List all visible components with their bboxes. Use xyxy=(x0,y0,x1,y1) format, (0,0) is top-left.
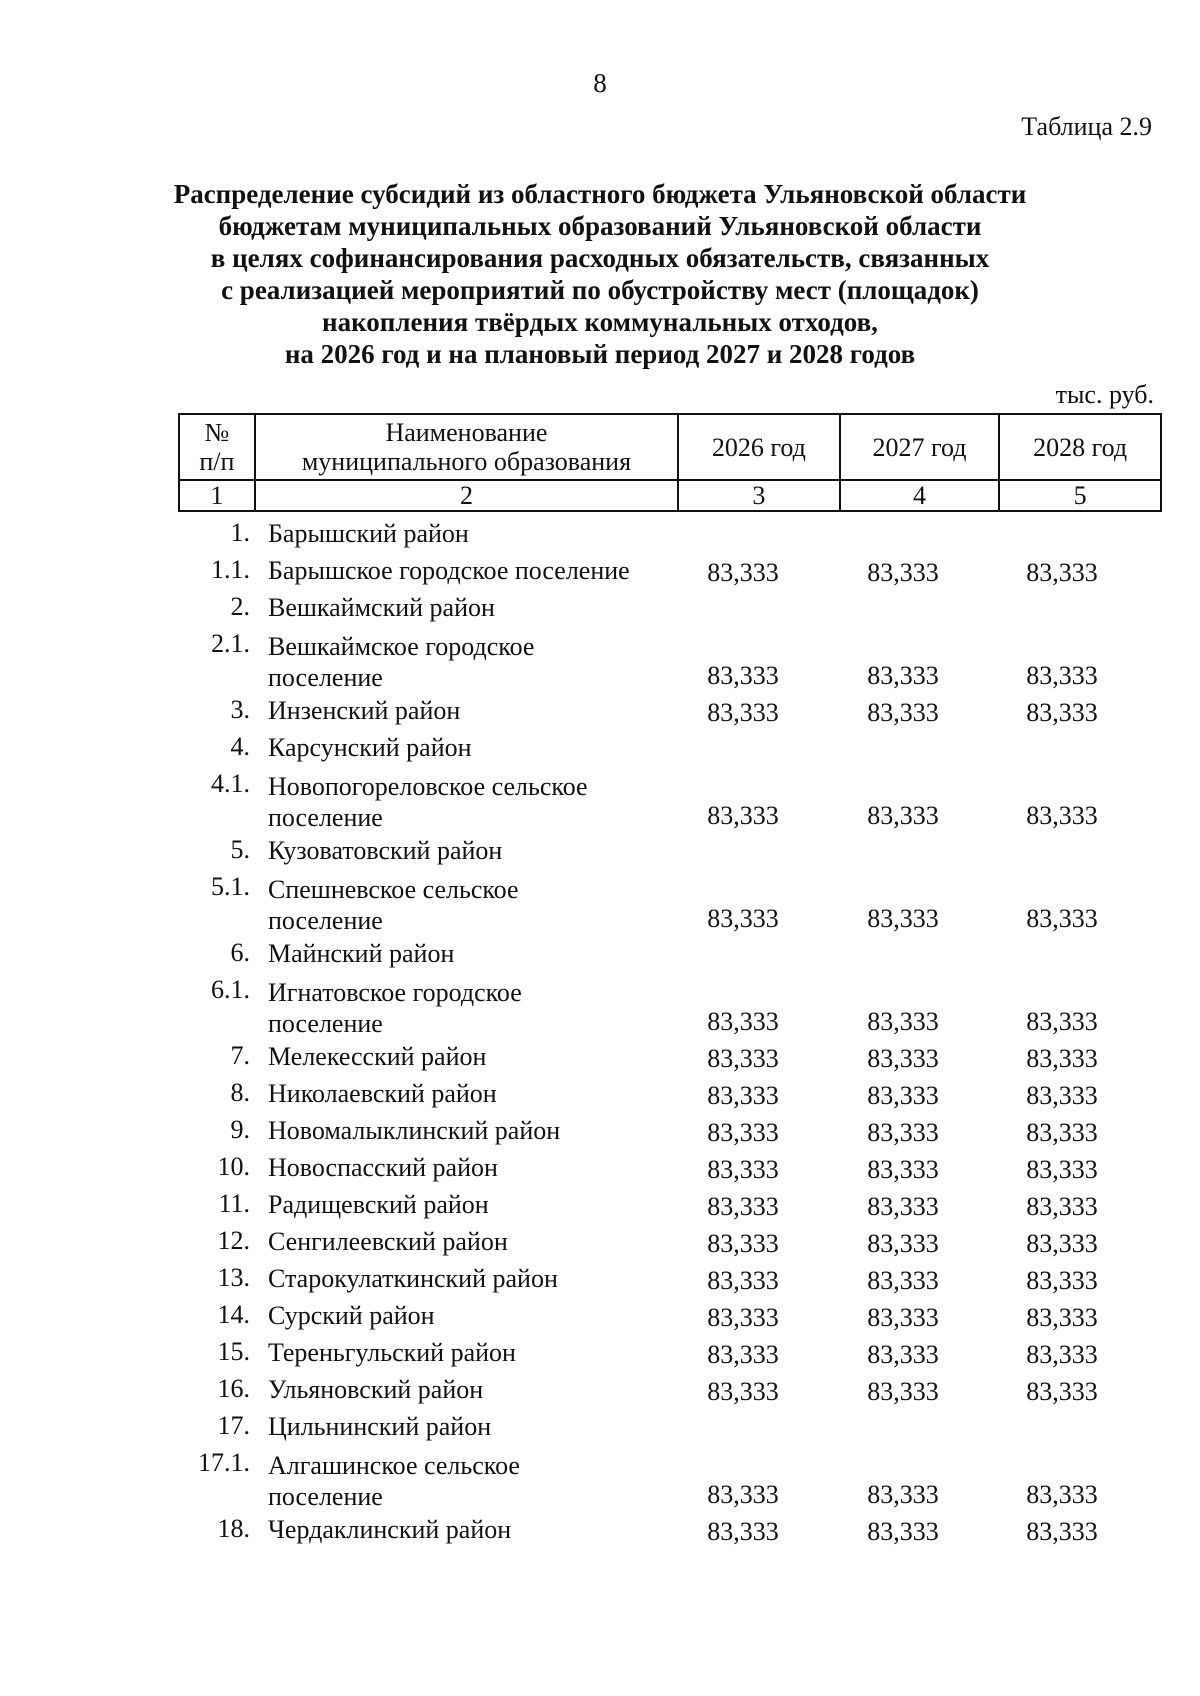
municipality-name xyxy=(250,1450,663,1512)
value-2026 xyxy=(663,868,823,870)
municipality-name-line: Николаевский район xyxy=(268,1079,497,1108)
municipality-name xyxy=(250,1224,663,1263)
municipality-name-line: Старокулаткинский район xyxy=(268,1264,558,1293)
municipality-name xyxy=(250,553,663,592)
table-header xyxy=(178,413,1162,512)
value-2026: 83,333 xyxy=(707,1007,779,1036)
value-2028 xyxy=(983,625,1141,627)
value-2027 xyxy=(823,971,983,973)
value-2028: 83,333 xyxy=(1026,1303,1098,1332)
value-2027 xyxy=(823,765,983,767)
row-number: 2.1. xyxy=(211,629,250,658)
value-2026 xyxy=(663,765,823,767)
table-row xyxy=(178,1409,1162,1446)
municipality-name xyxy=(250,516,663,555)
value-2028: 83,333 xyxy=(1026,904,1098,933)
value-2027: 83,333 xyxy=(867,1081,939,1110)
title-line: бюджетам муниципальных образований Ульяновской области xyxy=(218,211,982,241)
value-2027: 83,333 xyxy=(867,904,939,933)
header-name: Наименование муниципального образования xyxy=(255,414,678,480)
value-2028: 83,333 xyxy=(1026,801,1098,830)
value-2026: 83,333 xyxy=(707,1517,779,1546)
row-number: 10. xyxy=(217,1152,250,1181)
table-row xyxy=(178,1261,1162,1298)
row-number: 4.1. xyxy=(211,769,250,798)
municipality-name-line: Тереньгульский район xyxy=(268,1338,516,1367)
row-number: 17.1. xyxy=(198,1448,250,1477)
municipality-name-line: поселение xyxy=(268,803,383,832)
municipality-name-line: Майнский район xyxy=(268,939,455,968)
municipality-name-line: Вешкаймское городское xyxy=(268,632,535,661)
value-2027 xyxy=(823,551,983,553)
table-row xyxy=(178,936,1162,973)
municipality-name-line: Кузоватовский район xyxy=(268,836,503,865)
header-num: № п/п xyxy=(179,414,255,480)
row-number: 17. xyxy=(217,1411,250,1440)
value-2026: 83,333 xyxy=(707,1192,779,1221)
row-number: 4. xyxy=(230,732,250,761)
municipality-name-line: Сурский район xyxy=(268,1301,435,1330)
table-row xyxy=(178,1039,1162,1076)
row-number: 3. xyxy=(230,695,250,724)
title-line: на 2026 год и на плановый период 2027 и 2028 годов xyxy=(284,339,916,369)
value-2028 xyxy=(983,971,1141,973)
value-2028: 83,333 xyxy=(1026,1517,1098,1546)
municipality-name xyxy=(250,977,663,1039)
column-index: 5 xyxy=(999,480,1161,511)
value-2026: 83,333 xyxy=(707,558,779,587)
municipality-name xyxy=(250,1261,663,1300)
row-number: 5.1. xyxy=(211,872,250,901)
value-2028 xyxy=(983,868,1141,870)
row-number: 11. xyxy=(218,1189,250,1218)
title-line: в целях софинансирования расходных обязательств, связанных xyxy=(210,243,990,273)
municipality-name-line: Игнатовское городское xyxy=(268,978,522,1007)
value-2027 xyxy=(823,625,983,627)
municipality-name xyxy=(250,730,663,769)
value-2027: 83,333 xyxy=(867,801,939,830)
value-2027: 83,333 xyxy=(867,1192,939,1221)
title-line: накопления твёрдых коммунальных отходов, xyxy=(322,307,878,337)
municipality-name xyxy=(250,1335,663,1374)
municipality-name-line: Алгашинское сельское xyxy=(268,1451,520,1480)
municipality-name-line: Радищевский район xyxy=(268,1190,489,1219)
value-2026 xyxy=(663,551,823,553)
table-label: Таблица 2.9 xyxy=(1021,112,1152,141)
header-2026: 2026 год xyxy=(678,414,840,480)
table-row xyxy=(178,1113,1162,1150)
value-2028 xyxy=(983,1444,1141,1446)
column-index: 2 xyxy=(255,480,678,511)
table-row xyxy=(178,833,1162,870)
title-line: с реализацией мероприятий по обустройству мест (площадок) xyxy=(221,275,979,305)
value-2027: 83,333 xyxy=(867,1044,939,1073)
municipality-name xyxy=(250,1113,663,1152)
table-row xyxy=(178,693,1162,730)
value-2027 xyxy=(823,1444,983,1446)
municipality-name xyxy=(250,1372,663,1411)
value-2027: 83,333 xyxy=(867,1229,939,1258)
value-2026: 83,333 xyxy=(707,1266,779,1295)
municipality-name xyxy=(250,693,663,732)
municipality-name-line: Карсунский район xyxy=(268,733,472,762)
municipality-name xyxy=(250,631,663,693)
municipality-name-line: Спешневское сельское xyxy=(268,875,519,904)
value-2028: 83,333 xyxy=(1026,1340,1098,1369)
value-2026 xyxy=(663,1444,823,1446)
value-2027: 83,333 xyxy=(867,1480,939,1509)
municipality-name xyxy=(250,1076,663,1115)
table-row xyxy=(178,1187,1162,1224)
municipality-name-line: Новопогореловское сельское xyxy=(268,772,588,801)
row-number: 9. xyxy=(230,1115,250,1144)
value-2026: 83,333 xyxy=(707,1303,779,1332)
value-2027: 83,333 xyxy=(867,1303,939,1332)
table-row xyxy=(178,1224,1162,1261)
table-row xyxy=(178,1446,1162,1512)
value-2026: 83,333 xyxy=(707,1340,779,1369)
municipality-name xyxy=(250,771,663,833)
value-2028: 83,333 xyxy=(1026,1007,1098,1036)
value-2027: 83,333 xyxy=(867,1517,939,1546)
value-2027: 83,333 xyxy=(867,558,939,587)
value-2028: 83,333 xyxy=(1026,1229,1098,1258)
value-2028: 83,333 xyxy=(1026,1118,1098,1147)
row-number: 13. xyxy=(217,1263,250,1292)
municipality-name-line: Барышское городское поселение xyxy=(268,556,630,585)
row-number: 14. xyxy=(217,1300,250,1329)
table-row xyxy=(178,870,1162,936)
value-2028: 83,333 xyxy=(1026,661,1098,690)
column-index: 1 xyxy=(179,480,255,511)
municipality-name-line: Цильнинский район xyxy=(268,1412,492,1441)
table-row xyxy=(178,1076,1162,1113)
municipality-name-line: Сенгилеевский район xyxy=(268,1227,508,1256)
row-number: 1. xyxy=(230,518,250,547)
municipality-name-line: Чердаклинский район xyxy=(268,1515,512,1544)
municipality-name xyxy=(250,936,663,975)
municipality-name-line: Новомалыклинский район xyxy=(268,1116,561,1145)
table-row xyxy=(178,553,1162,590)
value-2028: 83,333 xyxy=(1026,698,1098,727)
municipality-name-line: Ульяновский район xyxy=(268,1375,484,1404)
row-number: 12. xyxy=(217,1226,250,1255)
municipality-name xyxy=(250,874,663,936)
municipality-name xyxy=(250,833,663,872)
value-2027: 83,333 xyxy=(867,1266,939,1295)
table-row xyxy=(178,627,1162,693)
table-body xyxy=(178,516,1162,1549)
value-2026: 83,333 xyxy=(707,1081,779,1110)
row-number: 15. xyxy=(217,1337,250,1366)
value-2026 xyxy=(663,625,823,627)
value-2027: 83,333 xyxy=(867,661,939,690)
table-row xyxy=(178,730,1162,767)
row-number: 6. xyxy=(230,938,250,967)
value-2026: 83,333 xyxy=(707,904,779,933)
title-line: Распределение субсидий из областного бюджета Ульяновской области xyxy=(173,179,1027,209)
header-2027: 2027 год xyxy=(840,414,1000,480)
table-row xyxy=(178,973,1162,1039)
municipality-name xyxy=(250,1187,663,1226)
value-2026: 83,333 xyxy=(707,1377,779,1406)
municipality-name xyxy=(250,590,663,629)
row-number: 16. xyxy=(217,1374,250,1403)
municipality-name-line: поселение xyxy=(268,1482,383,1511)
table-row xyxy=(178,1298,1162,1335)
value-2028: 83,333 xyxy=(1026,1266,1098,1295)
row-number: 7. xyxy=(230,1041,250,1070)
value-2027: 83,333 xyxy=(867,1155,939,1184)
value-2028: 83,333 xyxy=(1026,1480,1098,1509)
row-number: 8. xyxy=(230,1078,250,1107)
value-2028 xyxy=(983,551,1141,553)
municipality-name-line: поселение xyxy=(268,663,383,692)
table-title xyxy=(140,178,1060,370)
value-2027: 83,333 xyxy=(867,1377,939,1406)
municipality-name-line: поселение xyxy=(268,1009,383,1038)
municipality-name-line: Мелекесский район xyxy=(268,1042,487,1071)
value-2026: 83,333 xyxy=(707,698,779,727)
column-index: 3 xyxy=(678,480,840,511)
municipality-name xyxy=(250,1298,663,1337)
municipality-name-line: Инзенский район xyxy=(268,696,461,725)
value-2026: 83,333 xyxy=(707,1118,779,1147)
value-2027: 83,333 xyxy=(867,1007,939,1036)
page-number: 8 xyxy=(593,68,607,98)
value-2026: 83,333 xyxy=(707,1480,779,1509)
municipality-name-line: Барышский район xyxy=(268,519,469,548)
row-number: 5. xyxy=(230,835,250,864)
table-row xyxy=(178,1335,1162,1372)
value-2026: 83,333 xyxy=(707,661,779,690)
row-number: 6.1. xyxy=(211,975,250,1004)
value-2026: 83,333 xyxy=(707,801,779,830)
units-label: тыс. руб. xyxy=(1055,380,1154,409)
value-2028: 83,333 xyxy=(1026,558,1098,587)
municipality-name xyxy=(250,1039,663,1078)
value-2027: 83,333 xyxy=(867,1118,939,1147)
value-2028: 83,333 xyxy=(1026,1044,1098,1073)
value-2028: 83,333 xyxy=(1026,1192,1098,1221)
municipality-name xyxy=(250,1512,663,1551)
table-row xyxy=(178,590,1162,627)
value-2028: 83,333 xyxy=(1026,1155,1098,1184)
table-row xyxy=(178,1150,1162,1187)
value-2027 xyxy=(823,868,983,870)
value-2026: 83,333 xyxy=(707,1044,779,1073)
row-number: 1.1. xyxy=(211,555,250,584)
value-2026: 83,333 xyxy=(707,1229,779,1258)
value-2028: 83,333 xyxy=(1026,1377,1098,1406)
value-2028: 83,333 xyxy=(1026,1081,1098,1110)
municipality-name xyxy=(250,1409,663,1448)
table-row xyxy=(178,1512,1162,1549)
municipality-name-line: Вешкаймский район xyxy=(268,593,495,622)
table-row xyxy=(178,1372,1162,1409)
municipality-name-line: поселение xyxy=(268,906,383,935)
municipality-name-line: Новоспасский район xyxy=(268,1153,498,1182)
value-2026 xyxy=(663,971,823,973)
row-number: 18. xyxy=(217,1514,250,1543)
row-number: 2. xyxy=(230,592,250,621)
value-2028 xyxy=(983,765,1141,767)
municipality-name xyxy=(250,1150,663,1189)
table-row xyxy=(178,516,1162,553)
value-2026: 83,333 xyxy=(707,1155,779,1184)
header-2028: 2028 год xyxy=(999,414,1161,480)
value-2027: 83,333 xyxy=(867,1340,939,1369)
table-row xyxy=(178,767,1162,833)
column-index: 4 xyxy=(840,480,1000,511)
value-2027: 83,333 xyxy=(867,698,939,727)
